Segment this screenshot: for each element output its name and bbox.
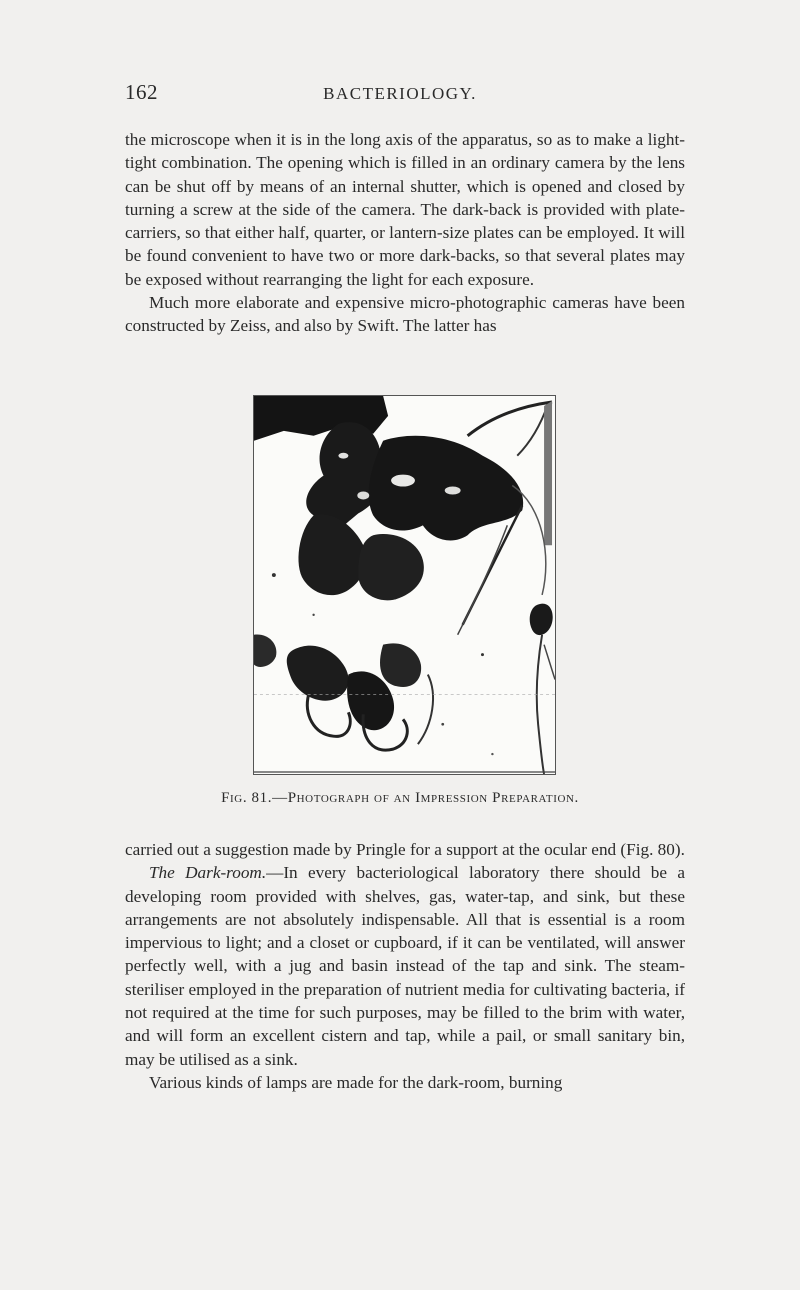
section-heading-dark-room: The Dark-room. [149,863,267,883]
paragraph: the microscope when it is in the long axis of the apparatus, so as to make a light-tight combination. The opening which is filled in an ordinary camera by the lens can be shut off by means of an internal shutter, which is opened and closed by turning a screw at the side of the camera. The dark-back is provided with plate-carriers, so that either half, quarter, or lantern-size plates can be employed. It will be found convenient to have two or more dark-backs, so that several plates may be exposed without rearranging the light for each exposure. [125,130,685,289]
paragraph [125,861,685,1071]
impression-preparation-photograph [254,396,555,774]
paragraph: Much more elaborate and expensive micro-photographic cameras have been constructed by Zeiss, and also by Swift. The latter has [125,293,685,336]
paragraph: carried out a suggestion made by Pringle for a support at the ocular end (Fig. 80). [125,840,685,859]
figure-caption: Fig. 81.—Photograph of an Impression Preparation. [221,790,579,806]
figure-photograph [253,395,556,775]
paragraph-text: —In every bacteriological laboratory there should be a developing room provided with shelves, gas, water-tap, and sink, but these arrangements are not absolutely indispensable. All that is essential is a room impervious to light; and a closet or cupboard, if it can be ventilated, will answer perfectly well, with a jug and basin instead of the tap and sink. The steam-steriliser employed in the preparation of nutrient media for cultivating bacteria, if not required at the time for such purposes, may be filled to the brim with water, and will form an excellent cistern and tap, while a pail, or small sanitary bin, may be utilised as a sink. [125,863,685,1069]
page-header [0,80,800,110]
body-text-bottom [125,838,685,1094]
body-text-top [125,128,685,338]
paragraph: Various kinds of lamps are made for the dark-room, burning [149,1072,563,1092]
page-number: 162 [125,80,158,104]
running-title: BACTERIOLOGY. [323,84,477,103]
